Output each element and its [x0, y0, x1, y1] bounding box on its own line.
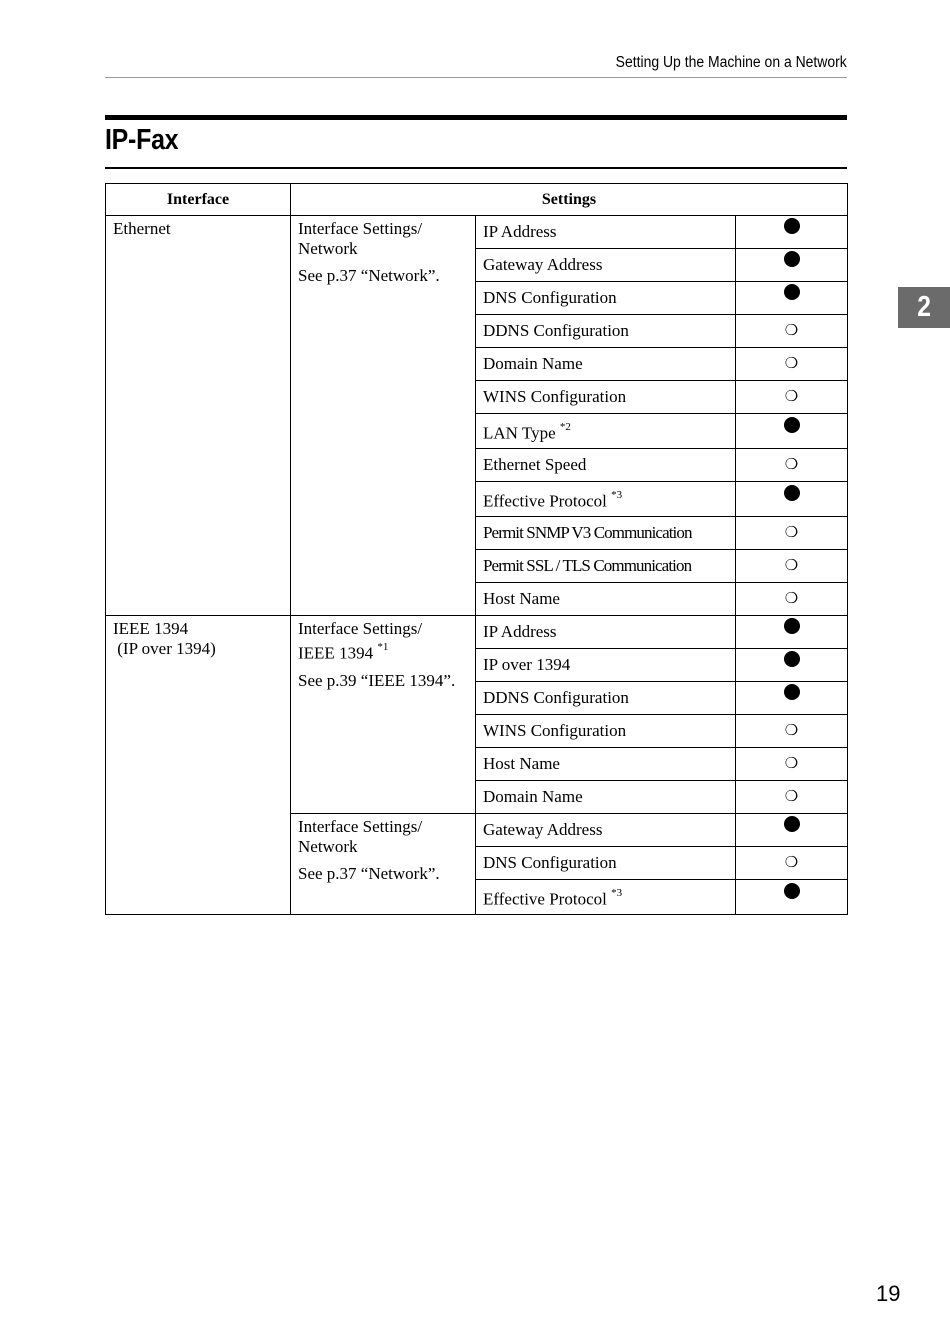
availability-mark [736, 348, 848, 381]
interface-cell-ieee1394 [106, 616, 291, 915]
group-line: Network [298, 837, 358, 856]
availability-mark [736, 649, 848, 682]
availability-mark [736, 414, 848, 449]
open-circle-icon: ❍ [784, 356, 799, 372]
availability-mark [736, 517, 848, 550]
filled-circle-icon [784, 651, 800, 667]
title-rule-bottom [105, 167, 847, 169]
table-row [106, 616, 848, 649]
filled-circle-icon [784, 684, 800, 700]
availability-mark [736, 583, 848, 616]
availability-mark [736, 814, 848, 847]
setting-label: Effective Protocol [483, 889, 607, 909]
availability-mark [736, 748, 848, 781]
see-reference: See p.37 “Network”. [298, 266, 440, 285]
availability-mark [736, 781, 848, 814]
footnote-ref: *2 [559, 420, 571, 433]
chapter-tab [898, 287, 950, 328]
availability-mark [736, 315, 848, 348]
setting-name: Host Name [476, 748, 736, 781]
open-circle-icon: ❍ [784, 723, 799, 739]
setting-name [476, 482, 736, 517]
setting-label: LAN Type [483, 423, 556, 443]
filled-circle-icon [784, 485, 800, 501]
availability-mark [736, 616, 848, 649]
interface-column-header: Interface [106, 184, 291, 216]
setting-label: Permit SNMP V3 Communication [483, 523, 692, 542]
filled-circle-icon [784, 284, 800, 300]
availability-mark [736, 482, 848, 517]
availability-mark [736, 282, 848, 315]
setting-name: Ethernet Speed [476, 449, 736, 482]
availability-mark [736, 216, 848, 249]
availability-mark [736, 550, 848, 583]
setting-name: DNS Configuration [476, 282, 736, 315]
setting-name: WINS Configuration [476, 715, 736, 748]
header-rule [105, 77, 847, 78]
availability-mark [736, 249, 848, 282]
footnote-ref: *1 [377, 641, 389, 653]
setting-name [476, 517, 736, 550]
setting-name: Domain Name [476, 348, 736, 381]
open-circle-icon: ❍ [784, 389, 799, 405]
setting-name: WINS Configuration [476, 381, 736, 414]
setting-name: IP over 1394 [476, 649, 736, 682]
footnote-ref: *3 [611, 886, 623, 899]
setting-name: IP Address [476, 616, 736, 649]
open-circle-icon: ❍ [784, 855, 799, 871]
settings-column-header: Settings [291, 184, 848, 216]
setting-name: Host Name [476, 583, 736, 616]
setting-name [476, 880, 736, 915]
section-title: IP-Fax [105, 124, 179, 156]
running-header: Setting Up the Machine on a Network [615, 54, 847, 71]
filled-circle-icon [784, 218, 800, 234]
table-header-row [106, 184, 848, 216]
setting-name: IP Address [476, 216, 736, 249]
availability-mark [736, 381, 848, 414]
group-line: Interface Settings/ [298, 219, 423, 238]
interface-line: (IP over 1394) [117, 639, 216, 658]
footnote-ref: *3 [611, 488, 623, 501]
group-line: Network [298, 239, 358, 258]
table-row [106, 216, 848, 249]
availability-mark [736, 715, 848, 748]
setting-name [476, 414, 736, 449]
open-circle-icon: ❍ [784, 789, 799, 805]
filled-circle-icon [784, 618, 800, 634]
setting-name [476, 550, 736, 583]
open-circle-icon: ❍ [784, 558, 799, 574]
filled-circle-icon [784, 417, 800, 433]
availability-mark [736, 847, 848, 880]
availability-mark [736, 682, 848, 715]
open-circle-icon: ❍ [784, 756, 799, 772]
group-line: Interface Settings/ [298, 817, 423, 836]
filled-circle-icon [784, 816, 800, 832]
filled-circle-icon [784, 251, 800, 267]
group-line: Interface Settings/ [298, 619, 423, 638]
ip-fax-settings-table [105, 183, 848, 915]
open-circle-icon: ❍ [784, 457, 799, 473]
open-circle-icon: ❍ [784, 591, 799, 607]
filled-circle-icon [784, 883, 800, 899]
see-reference: See p.39 “IEEE 1394”. [298, 670, 456, 690]
availability-mark [736, 880, 848, 915]
availability-mark [736, 449, 848, 482]
group-cell-ieee1394-network [291, 814, 476, 915]
setting-name: Gateway Address [476, 814, 736, 847]
group-cell-ieee1394 [291, 616, 476, 814]
setting-label: Effective Protocol [483, 491, 607, 511]
open-circle-icon: ❍ [784, 323, 799, 339]
setting-name: DDNS Configuration [476, 682, 736, 715]
interface-line: IEEE 1394 [113, 619, 189, 638]
group-cell-ethernet-network [291, 216, 476, 616]
setting-name: Gateway Address [476, 249, 736, 282]
see-reference: See p.37 “Network”. [298, 864, 440, 883]
setting-label: Permit SSL / TLS Communication [483, 556, 692, 575]
setting-name: DNS Configuration [476, 847, 736, 880]
open-circle-icon: ❍ [784, 525, 799, 541]
title-rule-top [105, 115, 847, 120]
interface-cell-ethernet: Ethernet [106, 216, 291, 616]
page-number: 19 [876, 1281, 901, 1306]
setting-name: DDNS Configuration [476, 315, 736, 348]
setting-name: Domain Name [476, 781, 736, 814]
group-line: IEEE 1394 [298, 643, 374, 663]
chapter-number: 2 [917, 291, 931, 323]
